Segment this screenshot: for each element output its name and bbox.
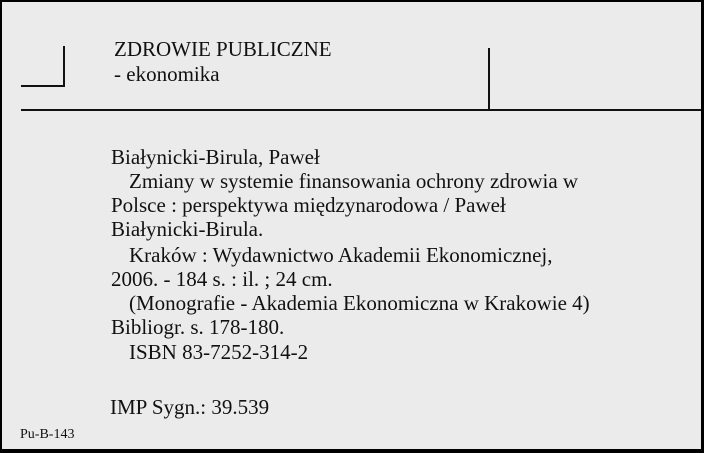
- publication-line-1: Kraków : Wydawnictwo Akademii Ekonomicznej,: [129, 243, 553, 267]
- call-number: IMP Sygn.: 39.539: [110, 395, 270, 419]
- isbn: ISBN 83-7252-314-2: [129, 340, 309, 364]
- author-entry: Białynicki-Birula, Paweł: [111, 145, 320, 169]
- heading-horizontal-rule: [21, 109, 701, 111]
- subject-heading: ZDROWIE PUBLICZNE: [114, 37, 332, 61]
- catalog-card: [2, 2, 701, 449]
- heading-vertical-rule: [488, 48, 490, 110]
- publication-line-2: 2006. - 184 s. : il. ; 24 cm.: [111, 267, 333, 291]
- title-line-1: Zmiany w systemie finansowania ochrony zdrowia w: [129, 169, 579, 193]
- corner-bracket-horizontal: [21, 85, 65, 87]
- title-line-3: Białynicki-Birula.: [111, 217, 264, 241]
- subject-subdivision: - ekonomika: [114, 62, 220, 86]
- corner-bracket-vertical: [63, 46, 65, 87]
- card-code: Pu-B-143: [20, 427, 75, 442]
- title-line-2: Polsce : perspektywa międzynarodowa / Paweł: [111, 193, 506, 217]
- bibliography-note: Bibliogr. s. 178-180.: [111, 315, 285, 339]
- series-statement: (Monografie - Akademia Ekonomiczna w Krakowie 4): [129, 291, 590, 315]
